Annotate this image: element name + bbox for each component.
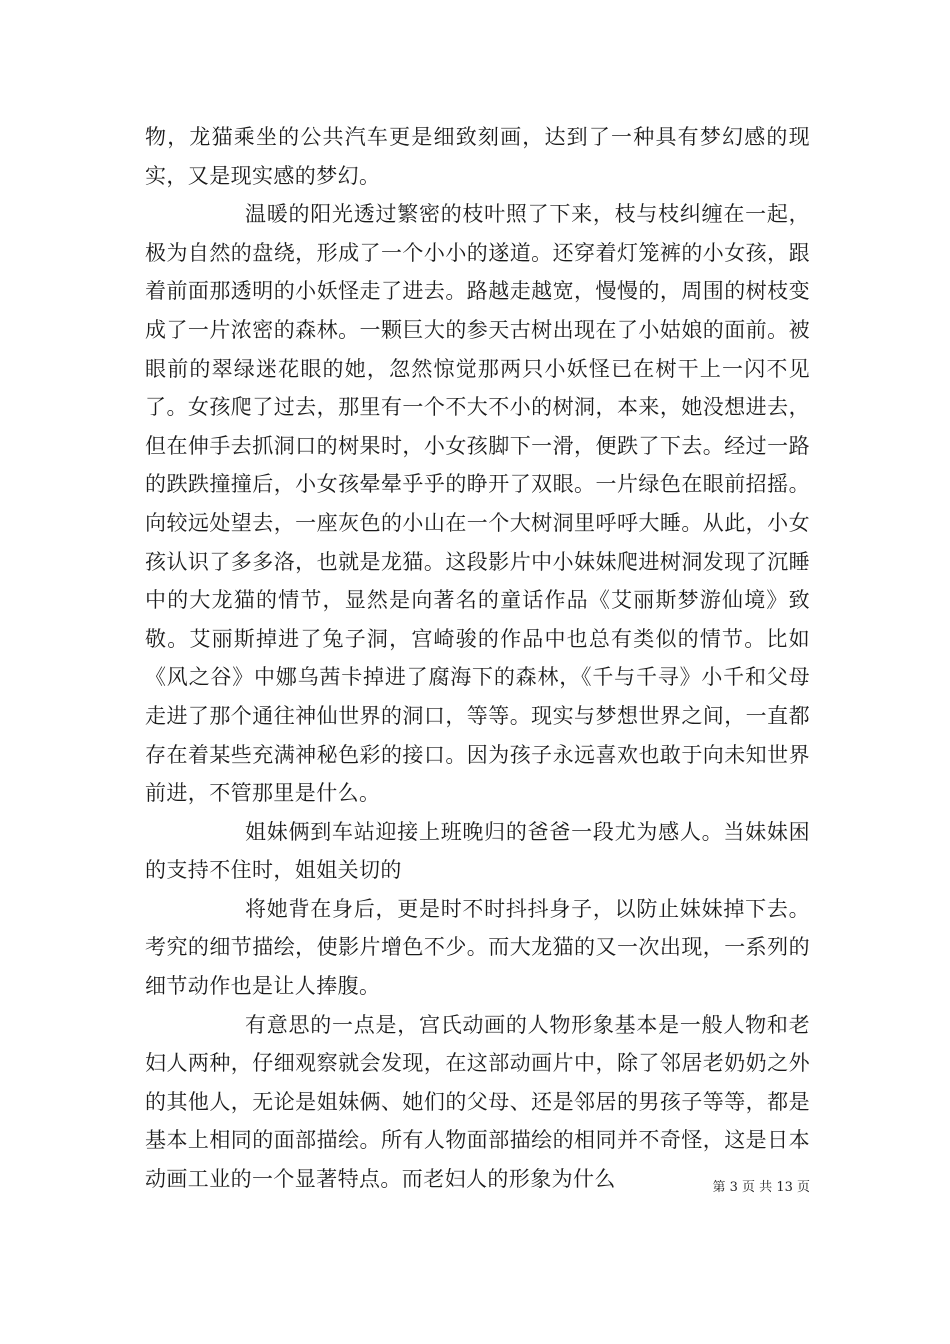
paragraph-2: 温暖的阳光透过繁密的枝叶照了下来，枝与枝纠缠在一起，极为自然的盘绕，形成了一个小小的遂道。还穿着灯笼裤的小女孩，跟着前面那透明的小妖怪走了进去。路越走越宽，慢慢的，周围的树枝变成了一片浓密的森林。一颗巨大的参天古树出现在了小姑娘的面前。被眼前的翠绿迷花眼的她，忽然惊觉那两只小妖怪已在树干上一闪不见了。女孩爬了过去，那里有一个不大不小的树洞，本来，她没想进去，但在伸手去抓洞口的树果时，小女孩脚下一滑，便跌了下去。经过一路的跌跌撞撞后，小女孩晕晕乎乎的睁开了双眼。一片绿色在眼前招摇。向较远处望去，一座灰色的小山在一个大树洞里呼呼大睡。从此，小女孩认识了多多洛，也就是龙猫。这段影片中小妹妹爬进树洞发现了沉睡中的大龙猫的情节，显然是向著名的童话作品《艾丽斯梦游仙境》致敬。艾丽斯掉进了兔子洞，宫崎骏的作品中也总有类似的情节。比如《风之谷》中娜乌茜卡掉进了腐海下的森林，《千与千寻》小千和父母走进了那个通往神仙世界的洞口，等等。现实与梦想世界之间，一直都存在着某些充满神秘色彩的接口。因为孩子永远喜欢也敢于向未知世界前进，不管那里是什么。 — [145, 202, 810, 806]
paragraph-5: 有意思的一点是，宫氏动画的人物形象基本是一般人物和老妇人两种，仔细观察就会发现，在这部动画片中，除了邻居老奶奶之外的其他人，无论是姐妹俩、她们的父母、还是邻居的男孩子等等，都是基本上相同的面部描绘。所有人物面部描绘的相同并不奇怪，这是日本动画工业的一个显著特点。而老妇人的形象为什么 — [145, 1012, 810, 1192]
paragraph-1: 物，龙猫乘坐的公共汽车更是细致刻画，达到了一种具有梦幻感的现实，又是现实感的梦幻。 — [145, 125, 810, 188]
paragraph-4: 将她背在身后，更是时不时抖抖身子，以防止妹妹掉下去。考究的细节描绘，使影片增色不少。而大龙猫的又一次出现，一系列的细节动作也是让人捧腹。 — [145, 896, 810, 999]
document-body — [145, 118, 810, 1199]
page-number-footer: 第 3 页 共 13 页 — [712, 1180, 810, 1195]
paragraph-3: 姐妹俩到车站迎接上班晚归的爸爸一段尤为感人。当妹妹困的支持不住时，姐姐关切的 — [145, 819, 810, 883]
